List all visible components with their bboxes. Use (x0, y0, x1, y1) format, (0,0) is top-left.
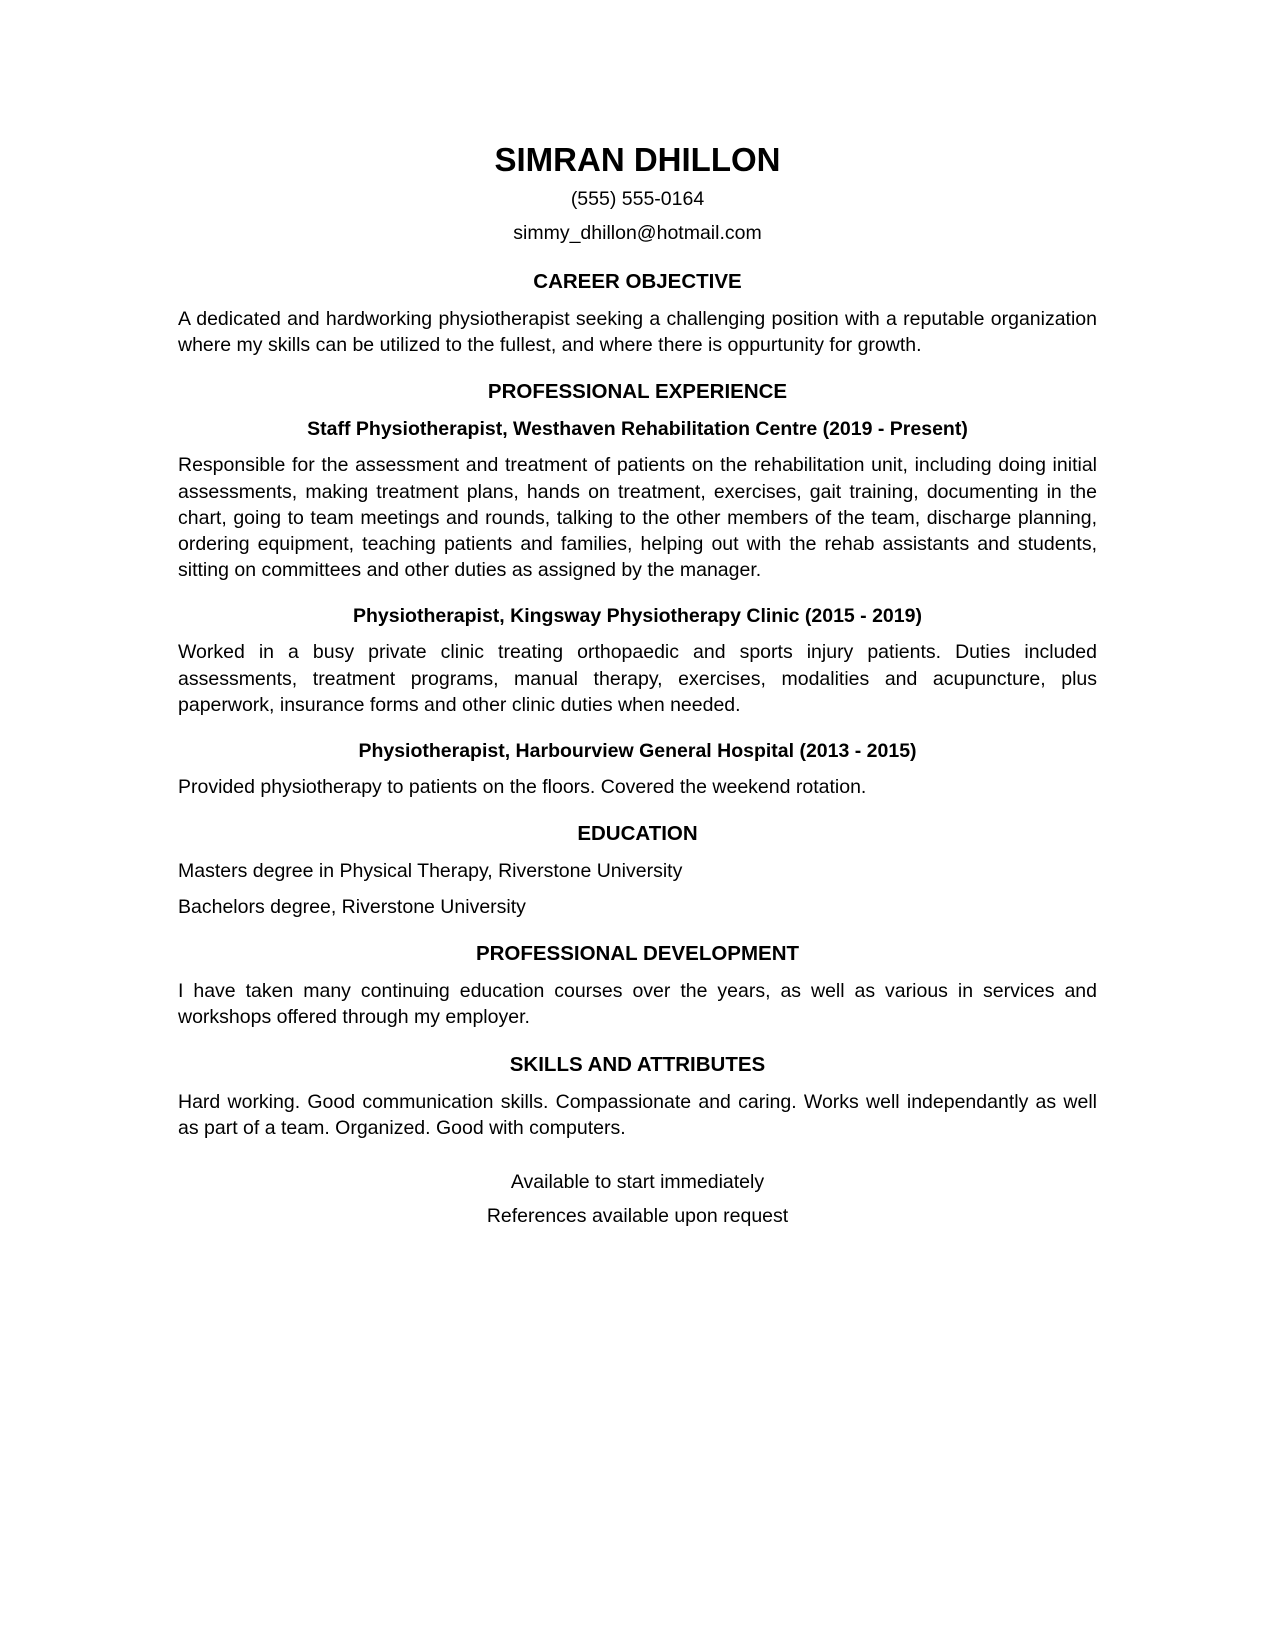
education-heading: EDUCATION (577, 822, 698, 846)
closing-section (178, 1169, 1097, 1229)
professional-development-text: I have taken many continuing education courses over the years, as well as various in services and workshops offered through my employer. (178, 980, 1097, 1029)
education-section (178, 820, 1097, 920)
professional-development-section (178, 940, 1097, 1030)
job-description: Provided physiotherapy to patients on the floors. Covered the weekend rotation. (178, 776, 867, 799)
career-objective-text: A dedicated and hardworking physiotherapist seeking a challenging position with a reputable organization where my skills can be utilized to the fullest, and where there is oppurtunity for growth. (178, 308, 1097, 357)
professional-development-heading: PROFESSIONAL DEVELOPMENT (475, 942, 800, 966)
email-address: simmy_dhillon@hotmail.com (513, 222, 762, 244)
education-item: Bachelors degree, Riverstone University (178, 896, 526, 919)
references-note: References available upon request (486, 1205, 789, 1228)
job-entry (178, 603, 1097, 718)
professional-experience-heading: PROFESSIONAL EXPERIENCE (487, 380, 788, 404)
phone-number: (555) 555-0164 (570, 188, 705, 210)
job-entry (178, 416, 1097, 583)
resume-header (178, 140, 1097, 246)
availability-note: Available to start immediately (510, 1171, 765, 1194)
job-title: Physiotherapist, Harbourview General Hospital (2013 - 2015) (358, 740, 917, 763)
education-item: Masters degree in Physical Therapy, Riverstone University (178, 860, 683, 883)
career-objective-section (178, 268, 1097, 358)
job-title: Staff Physiotherapist, Westhaven Rehabilitation Centre (2019 - Present) (307, 418, 968, 441)
job-description: Responsible for the assessment and treatment of patients on the rehabilitation unit, including doing initial assessments, making treatment plans, hands on treatment, exercises, gait training, documenting in the chart, going to team meetings and rounds, talking to the other members of the team, discharge planning, ordering equipment, teaching patients and families, helping out with the rehab assistants and students, sitting on committees and other duties as assigned by the manager. (178, 454, 1097, 582)
career-objective-heading: CAREER OBJECTIVE (533, 270, 742, 293)
job-description: Worked in a busy private clinic treating orthopaedic and sports injury patients. Duties included assessments, treatment programs, manual therapy, exercises, modalities and acupuncture, plus paperwork, insurance forms and other clinic duties when needed. (178, 641, 1097, 716)
professional-experience-section (178, 378, 1097, 800)
skills-heading: SKILLS AND ATTRIBUTES (509, 1052, 766, 1076)
candidate-name: SIMRAN DHILLON (494, 141, 781, 178)
job-entry (178, 738, 1097, 800)
job-title: Physiotherapist, Kingsway Physiotherapy Clinic (2015 - 2019) (353, 605, 922, 628)
skills-section (178, 1051, 1097, 1141)
skills-text: Hard working. Good communication skills. Compassionate and caring. Works well independantly as well as part of a team. Organized. Good with computers. (178, 1090, 1097, 1139)
